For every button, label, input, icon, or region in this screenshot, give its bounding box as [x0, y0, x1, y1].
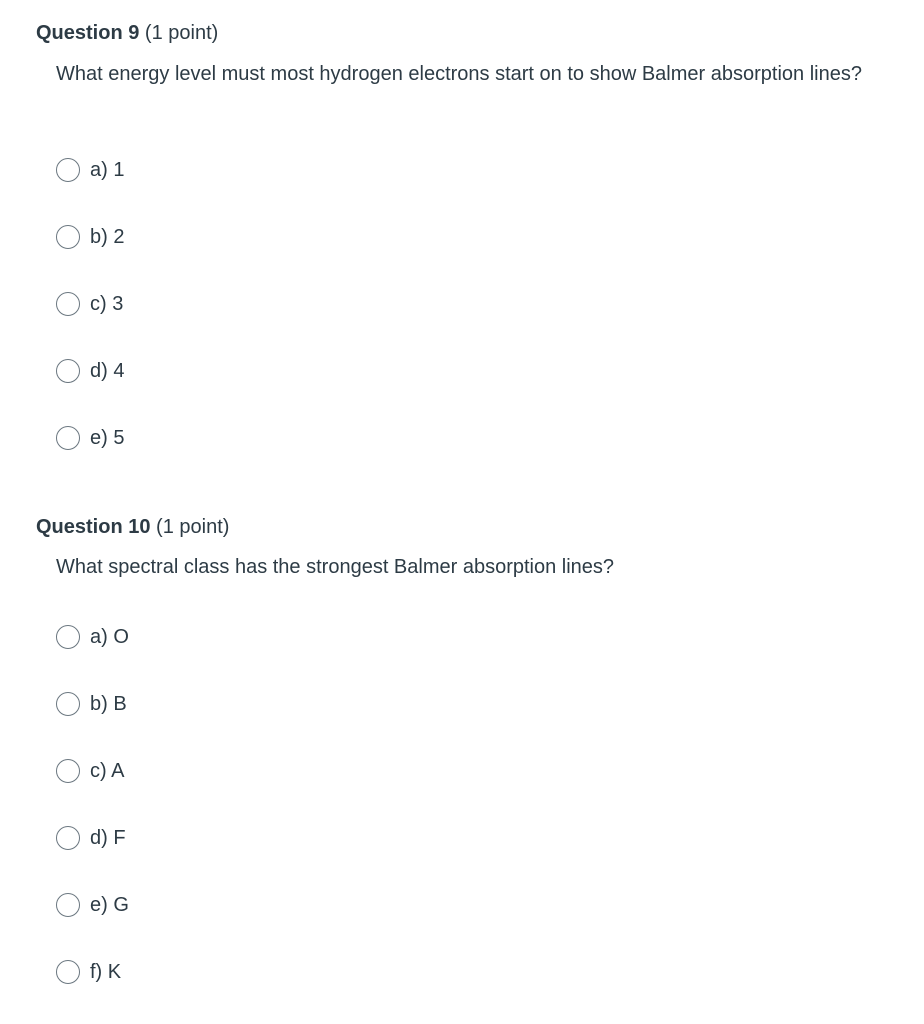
- radio-button[interactable]: [56, 292, 80, 316]
- answer-label: f) K: [90, 961, 122, 983]
- answer-label: b) B: [90, 693, 127, 715]
- answer-option-c[interactable]: [56, 756, 124, 786]
- answer-option-e[interactable]: [56, 423, 124, 453]
- radio-button[interactable]: [56, 692, 80, 716]
- radio-button[interactable]: [56, 359, 80, 383]
- question-header: [36, 20, 218, 46]
- answer-label: e) G: [90, 894, 129, 916]
- radio-button[interactable]: [56, 426, 80, 450]
- question-text: What spectral class has the strongest Balmer absorption lines?: [56, 556, 615, 578]
- answer-option-d[interactable]: [56, 356, 124, 386]
- answer-label: d) 4: [90, 360, 125, 382]
- radio-button[interactable]: [56, 158, 80, 182]
- radio-button[interactable]: [56, 960, 80, 984]
- question-number: Question 9: [36, 22, 140, 44]
- question-text: What energy level must most hydrogen electrons start on to show Balmer absorption lines?: [56, 63, 862, 85]
- answer-label: b) 2: [90, 226, 125, 248]
- answer-option-b[interactable]: [56, 689, 127, 719]
- question-points: (1 point): [156, 516, 230, 538]
- question-number: Question 10: [36, 516, 151, 538]
- answer-option-f[interactable]: [56, 957, 121, 987]
- radio-button[interactable]: [56, 893, 80, 917]
- question-header: [36, 514, 229, 540]
- radio-button[interactable]: [56, 759, 80, 783]
- answer-option-d[interactable]: [56, 823, 126, 853]
- answer-option-e[interactable]: [56, 890, 129, 920]
- answer-option-c[interactable]: [56, 289, 123, 319]
- answer-label: a) 1: [90, 159, 125, 181]
- answer-label: e) 5: [90, 427, 125, 449]
- answer-option-a[interactable]: [56, 622, 129, 652]
- question-points: (1 point): [144, 22, 219, 44]
- answer-label: c) A: [90, 760, 125, 782]
- answer-label: a) O: [90, 626, 129, 648]
- radio-button[interactable]: [56, 225, 80, 249]
- answer-option-b[interactable]: [56, 222, 124, 252]
- radio-button[interactable]: [56, 826, 80, 850]
- answer-label: d) F: [90, 827, 126, 849]
- radio-button[interactable]: [56, 625, 80, 649]
- answer-option-a[interactable]: [56, 155, 124, 185]
- answer-label: c) 3: [90, 293, 124, 315]
